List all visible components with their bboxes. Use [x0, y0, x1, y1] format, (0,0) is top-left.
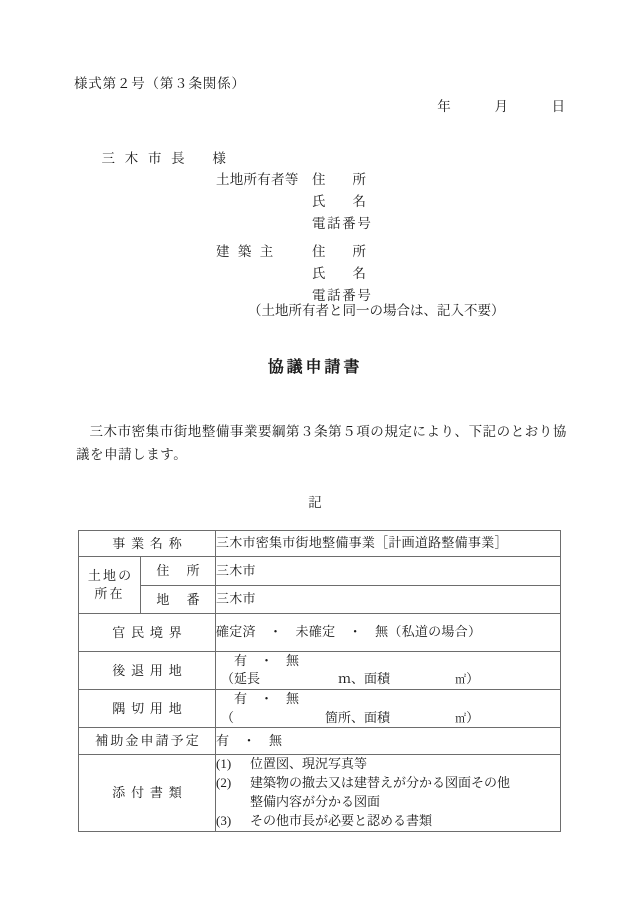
builder-address-row [216, 240, 404, 262]
application-details-table [78, 530, 561, 832]
attachments-value [216, 755, 561, 831]
subsidy-label: 補助金申請予定 [79, 728, 216, 755]
corner-close-paren: ） [466, 709, 480, 725]
setback-area-unit: ㎡ [455, 674, 467, 687]
attachment-text: その他市長が必要と認める書類 [250, 812, 433, 828]
project-name-label: 事業名称 [79, 531, 216, 557]
land-owner-name-label: 氏 名 [312, 194, 366, 209]
location-address-value[interactable]: 三木市 [216, 557, 561, 586]
table-row-subsidy [79, 728, 561, 755]
setback-close-paren: ） [466, 671, 480, 687]
attachment-text-continued: 整備内容が分かる図面 [250, 793, 381, 809]
land-owner-address-label: 住 所 [312, 172, 366, 187]
builder-block [216, 240, 404, 306]
date-line: 年 月 日 [437, 99, 566, 114]
boundary-label: 官民境界 [79, 614, 216, 652]
builder-name-label: 氏 名 [312, 266, 366, 281]
attachment-number: (3) [216, 812, 232, 828]
location-lot-label: 地 番 [141, 586, 216, 614]
corner-cut-choice[interactable]: 有 ・ 無 [234, 691, 300, 707]
ki-mark: 記 [308, 495, 322, 510]
project-name-value[interactable]: 三木市密集市街地整備事業［計画道路整備事業］ [216, 531, 561, 557]
land-owner-phone-row [216, 212, 404, 234]
table-row-location-lot [79, 586, 561, 614]
attachment-item [216, 755, 560, 774]
location-label-line1: 土地の [87, 568, 134, 584]
corner-cut-land-label: 隅切用地 [79, 690, 216, 728]
attachments-label: 添付書類 [79, 755, 216, 831]
land-owner-block [216, 168, 404, 234]
setback-open-paren: （延長 [221, 671, 261, 687]
builder-role-label: 建築主 [216, 244, 282, 259]
land-owner-role-label: 土地所有者等 [216, 172, 299, 187]
addressee-honorific: 様 [212, 151, 226, 166]
corner-cut-measures[interactable] [216, 709, 560, 728]
setback-land-measures[interactable] [216, 670, 560, 689]
builder-note: （土地所有者と同一の場合は、記入不要） [248, 303, 505, 318]
table-row-corner-cut-land [79, 690, 561, 728]
setback-length-unit: ｍ、面積 [338, 671, 391, 687]
builder-address-label: 住 所 [312, 244, 366, 259]
location-lot-value[interactable]: 三木市 [216, 586, 561, 614]
location-address-label: 住 所 [141, 557, 216, 586]
addressee [88, 131, 226, 183]
subsidy-value[interactable]: 有 ・ 無 [216, 728, 561, 755]
attachment-number: (2) [216, 774, 232, 790]
table-row-location-address [79, 557, 561, 586]
table-row-attachments [79, 755, 561, 831]
document-title: 協議申請書 [267, 359, 363, 376]
corner-area-unit: ㎡ [455, 712, 467, 725]
location-label-line2: 所在 [94, 586, 125, 601]
boundary-value[interactable]: 確定済 ・ 未確定 ・ 無（私道の場合） [216, 614, 561, 652]
land-owner-phone-label: 電話番号 [312, 216, 373, 231]
setback-land-choice[interactable]: 有 ・ 無 [234, 653, 300, 668]
location-label [79, 557, 141, 614]
attachment-text: 建築物の撤去又は建替えが分かる図面その他 [250, 774, 511, 790]
land-owner-name-row [216, 190, 404, 212]
land-owner-address-row [216, 168, 404, 190]
corner-open-paren: （ [221, 709, 235, 725]
attachment-item [216, 812, 560, 831]
builder-name-row [216, 262, 404, 284]
table-row-boundary [79, 614, 561, 652]
setback-land-value[interactable] [216, 652, 561, 690]
corner-places-unit: 箇所、面積 [325, 709, 391, 725]
attachment-text: 位置図、現況写真等 [250, 756, 368, 772]
form-code: 様式第２号（第３条関係） [74, 76, 246, 91]
addressee-name: 三木市長 [101, 151, 195, 166]
builder-phone-label: 電話番号 [312, 288, 373, 303]
attachment-number: (1) [216, 756, 232, 772]
table-row-setback-land [79, 652, 561, 690]
body-paragraph: 三木市密集市街地整備事業要綱第３条第５項の規定により、下記のとおり協議を申請します。 [76, 424, 567, 462]
setback-land-label: 後退用地 [79, 652, 216, 690]
table-row-project-name [79, 531, 561, 557]
corner-cut-land-value[interactable] [216, 690, 561, 728]
attachment-item [216, 774, 560, 793]
